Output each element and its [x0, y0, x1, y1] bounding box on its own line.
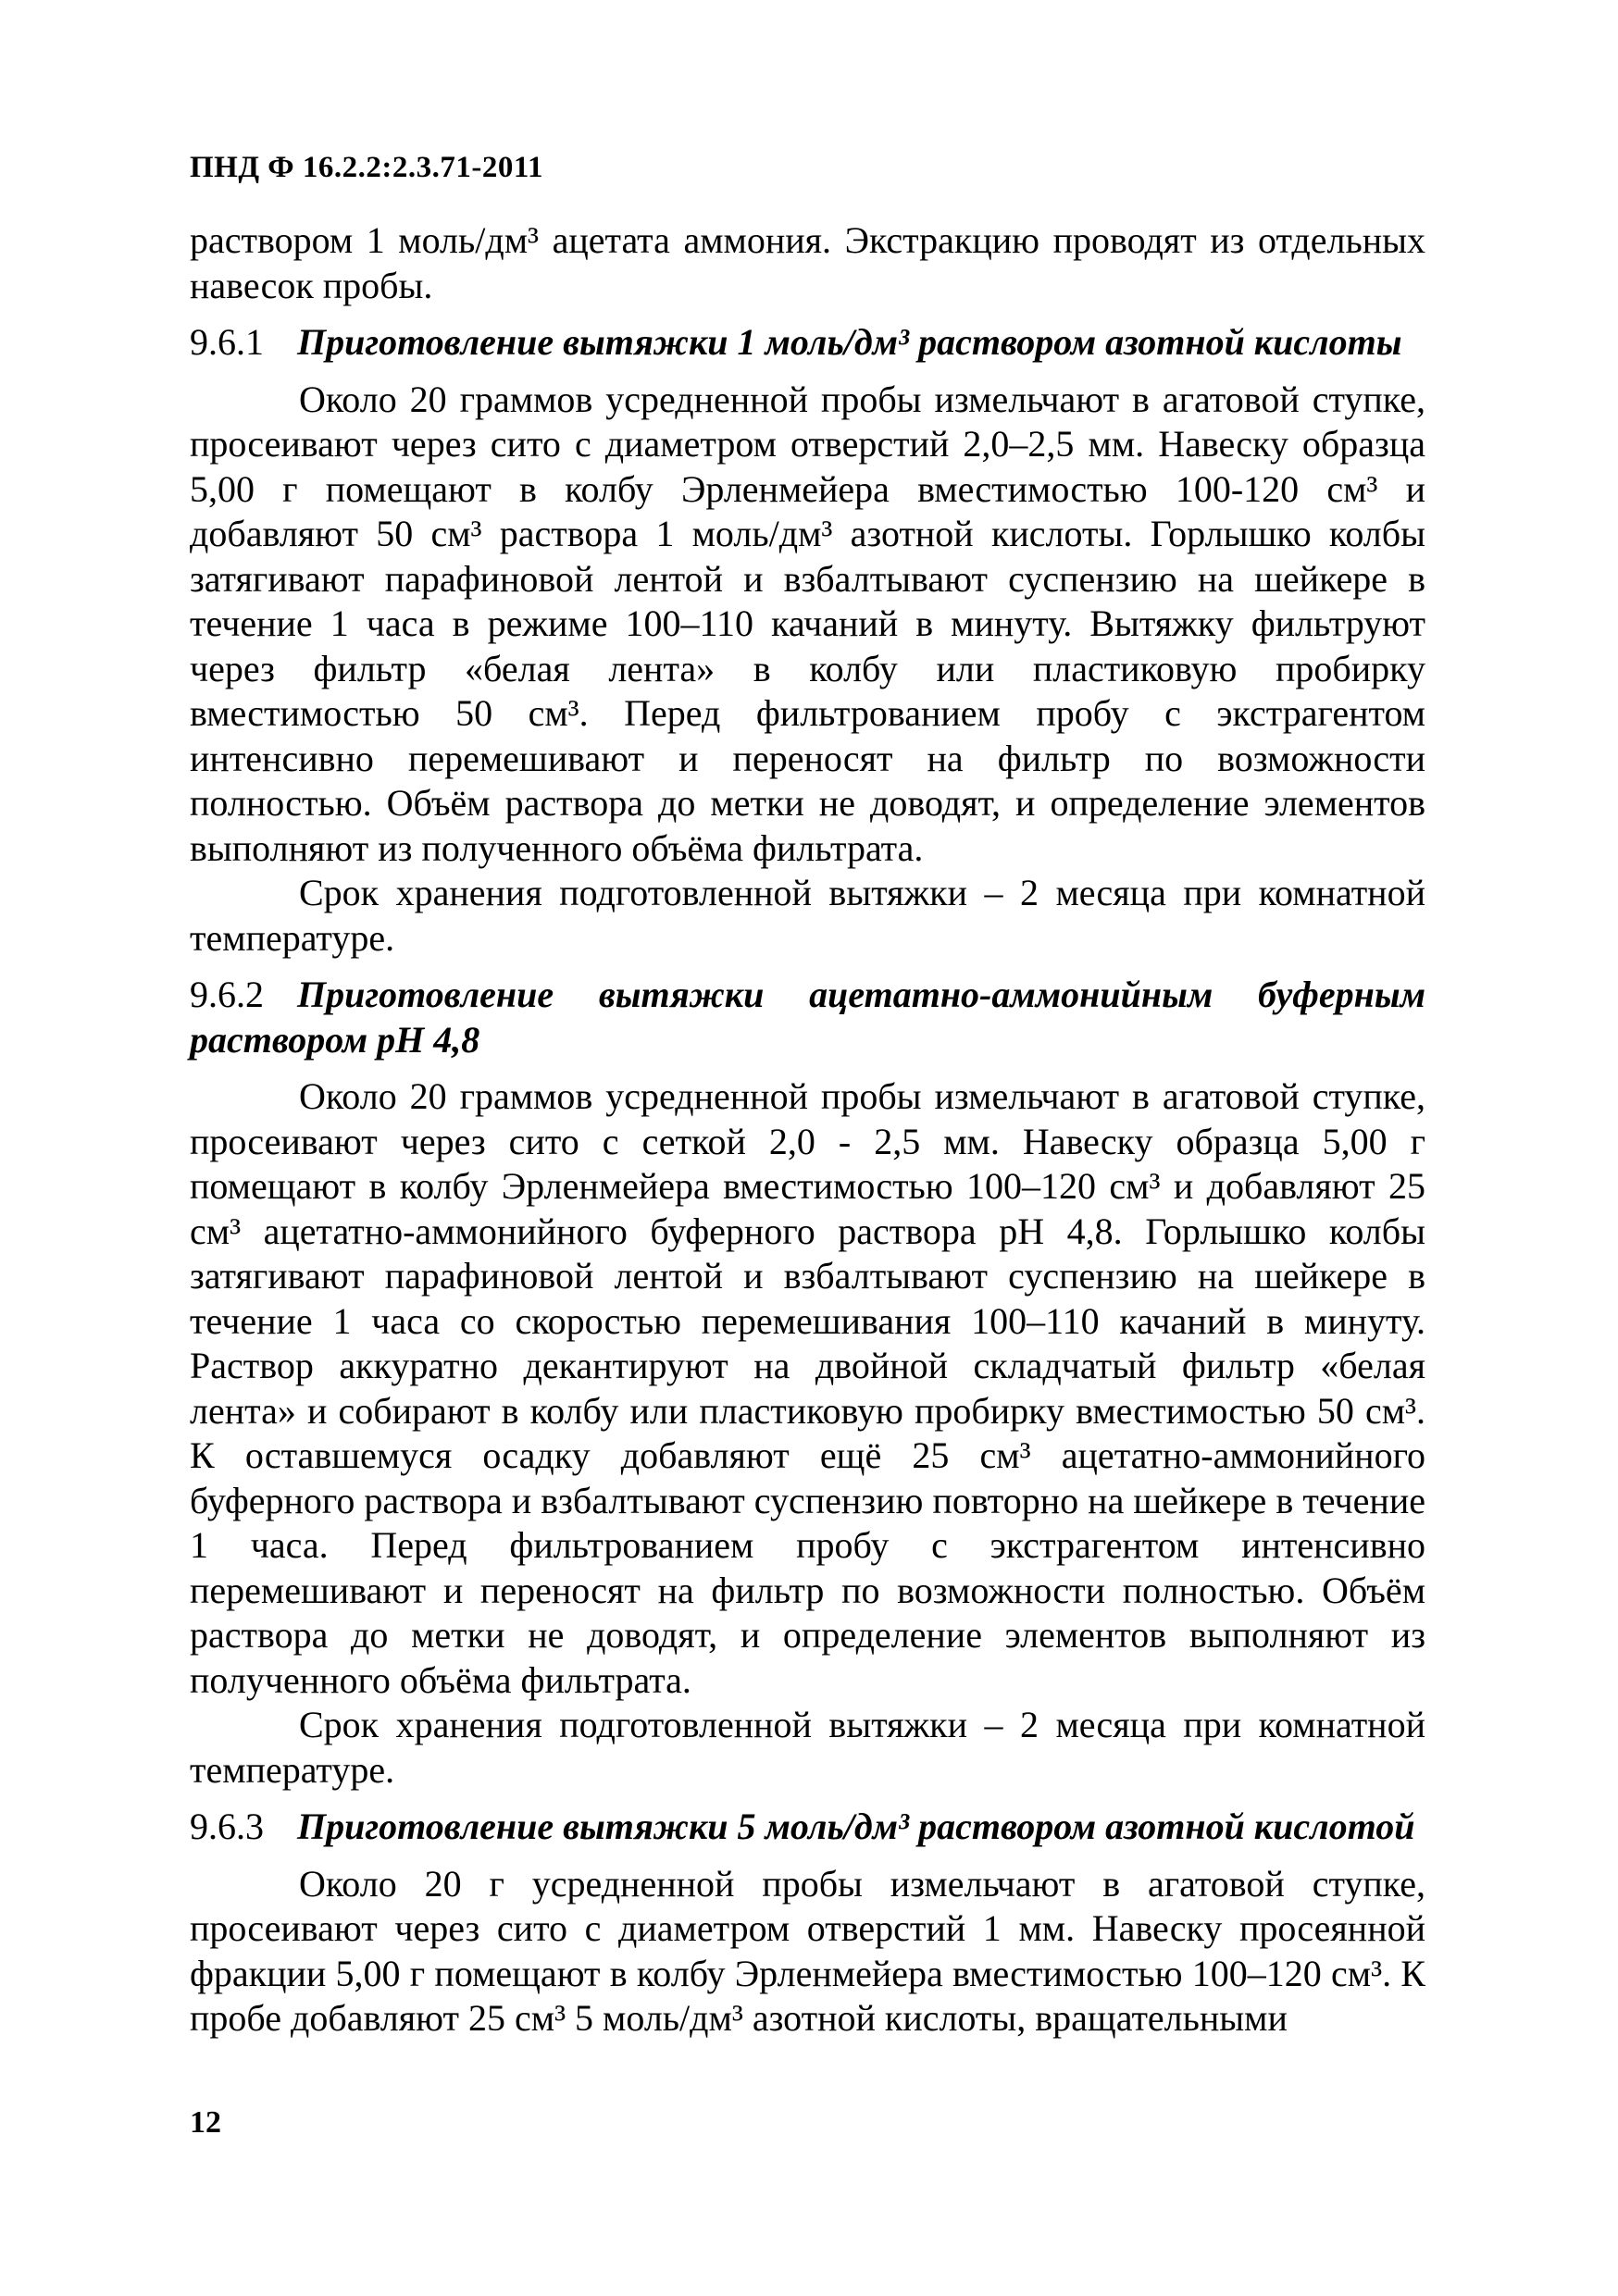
section-title: Приготовление вытяжки 1 моль/дм³ раствором азотной кислоты — [297, 321, 1402, 363]
section-paragraph: Срок хранения подготовленной вытяжки – 2 месяца при комнатной температуре. — [190, 1704, 1425, 1791]
section-paragraph: Срок хранения подготовленной вытяжки – 2 месяца при комнатной температуре. — [190, 872, 1425, 959]
document-body — [190, 218, 1425, 2042]
section-title: Приготовление вытяжки ацетатно-аммонийным буферным раствором pH 4,8 — [190, 974, 1425, 1061]
section-paragraph: Около 20 граммов усредненной пробы измельчают в агатовой ступке, просеивают через сито с диаметром отверстий 2,0–2,5 мм. Навеску образца 5,00 г помещают в колбу Эрленмейера вместимостью 100-120 см³ и добавляют 50 см³ раствора 1 моль/дм³ азотной кислоты. Горлышко колбы затягивают парафиновой лентой и взбалтывают суспензию на шейкере в течение 1 часа в режиме 100–110 качаний в минуту. Вытяжку фильтруют через фильтр «белая лента» в колбу или пластиковую пробирку вместимостью 50 см³. Перед фильтрованием пробу с экстрагентом интенсивно перемешивают и переносят на фильтр по возможности полностью. Объём раствора до метки не доводят, и определение элементов выполняют из полученного объёма фильтрата. — [190, 378, 1425, 869]
section-paragraph: Около 20 г усредненной пробы измельчают в агатовой ступке, просеивают через сито с диаметром отверстий 1 мм. Навеску просеянной фракции 5,00 г помещают в колбу Эрленмейера вместимостью 100–120 см³. К пробе добавляют 25 см³ 5 моль/дм³ азотной кислоты, вращательными — [190, 1862, 1425, 2039]
section-title: Приготовление вытяжки 5 моль/дм³ раствором азотной кислотой — [297, 1806, 1415, 1847]
section-number: 9.6.3 — [190, 1806, 264, 1847]
section-heading-9-6-3 — [190, 1805, 1425, 1850]
section-number: 9.6.1 — [190, 321, 264, 363]
document-header: ПНД Ф 16.2.2:2.3.71-2011 — [190, 151, 544, 184]
section-heading-9-6-2 — [190, 973, 1425, 1062]
section-paragraph: Около 20 граммов усредненной пробы измельчают в агатовой ступке, просеивают через сито с сеткой 2,0 - 2,5 мм. Навеску образца 5,00 г помещают в колбу Эрленмейера вместимостью 100–120 см³ и добавляют 25 см³ ацетатно-аммонийного буферного раствора pH 4,8. Горлышко колбы затягивают парафиновой лентой и взбалтывают суспензию на шейкере в течение 1 часа со скоростью перемешивания 100–110 качаний в минуту. Раствор аккуратно декантируют на двойной складчатый фильтр «белая лента» и собирают в колбу или пластиковую пробирку вместимостью 50 см³. К оставшемуся осадку добавляют ещё 25 см³ ацетатно-аммонийного буферного раствора и взбалтывают суспензию повторно на шейкере в течение 1 часа. Перед фильтрованием пробу с экстрагентом интенсивно перемешивают и переносят на фильтр по возможности полностью. Объём раствора до метки не доводят, и определение элементов выполняют из полученного объёма фильтрата. — [190, 1075, 1425, 1701]
section-number: 9.6.2 — [190, 974, 264, 1015]
page-number: 12 — [190, 2105, 221, 2140]
intro-paragraph: раствором 1 моль/дм³ ацетата аммония. Экстракцию проводят из отдельных навесок пробы. — [190, 219, 1425, 306]
section-heading-9-6-1 — [190, 320, 1425, 366]
